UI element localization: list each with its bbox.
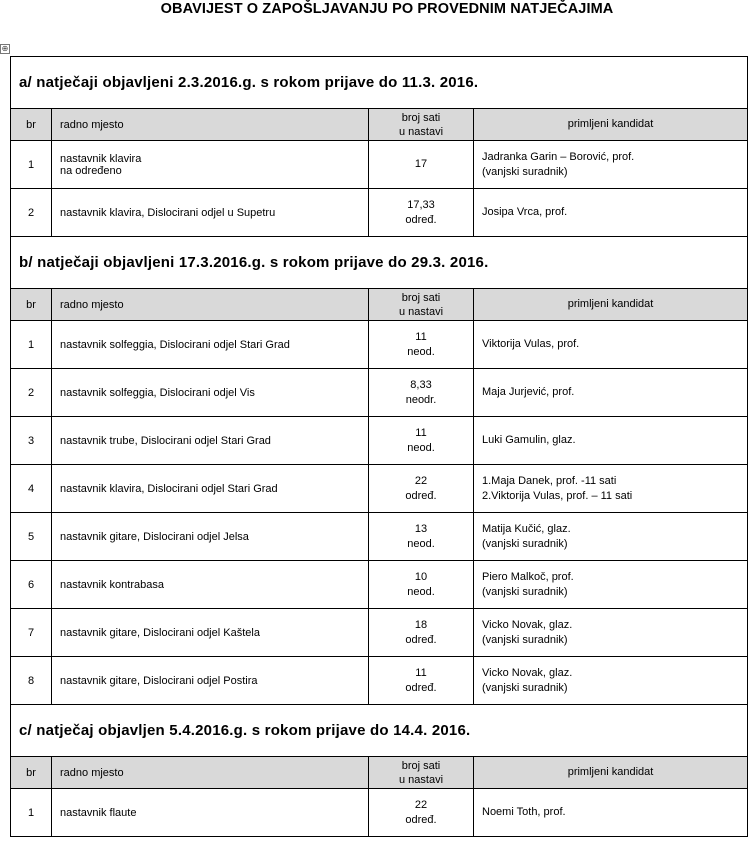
cell-line: nastavnik gitare, Dislocirani odjel Kaštela <box>60 626 260 639</box>
cell-broj-sati <box>369 609 474 657</box>
header-broj-sati <box>369 109 474 141</box>
cell-line: Noemi Toth, prof. <box>482 806 566 818</box>
cell-primljeni-kandidat <box>474 141 748 189</box>
cell-br: 4 <box>11 465 52 513</box>
cell-radno-mjesto <box>52 561 369 609</box>
cell-broj-sati <box>369 789 474 837</box>
section-heading-row <box>11 705 748 757</box>
table-row <box>11 513 748 561</box>
cell-radno-mjesto <box>52 369 369 417</box>
cell-broj-sati <box>369 141 474 189</box>
cell-broj-sati <box>369 417 474 465</box>
column-header-row <box>11 289 748 321</box>
cell-line: nastavnik klavira, Dislocirani odjel Stari Grad <box>60 482 278 495</box>
header-br: br <box>11 289 52 321</box>
header-sati-line2: u nastavi <box>398 773 444 786</box>
cell-primljeni-kandidat <box>474 513 748 561</box>
section-heading-row <box>11 57 748 109</box>
employment-table-body <box>11 57 748 837</box>
cell-line: 8,33 <box>410 378 432 391</box>
section-heading: c/ natječaj objavljen 5.4.2016.g. s rokom prijave do 14.4. 2016. <box>11 705 748 757</box>
cell-br: 1 <box>11 321 52 369</box>
cell-line: nastavnik solfeggia, Dislocirani odjel Stari Grad <box>60 338 290 351</box>
cell-broj-sati <box>369 513 474 561</box>
cell-radno-mjesto <box>52 465 369 513</box>
section-heading: a/ natječaji objavljeni 2.3.2016.g. s rokom prijave do 11.3. 2016. <box>11 57 748 109</box>
table-row <box>11 417 748 465</box>
cell-line: Maja Jurjević, prof. <box>482 386 575 398</box>
cell-primljeni-kandidat <box>474 321 748 369</box>
header-broj-sati <box>369 757 474 789</box>
header-sati-line1: broj sati <box>401 111 441 124</box>
header-primljeni-kandidat: primljeni kandidat <box>474 757 748 789</box>
cell-radno-mjesto <box>52 513 369 561</box>
header-radno-mjesto: radno mjesto <box>52 757 369 789</box>
cell-line: 11 <box>415 666 427 679</box>
header-broj-sati <box>369 289 474 321</box>
section-heading-row <box>11 237 748 289</box>
cell-line: Vicko Novak, glaz. <box>482 666 573 679</box>
cell-line: nastavnik flaute <box>60 806 137 819</box>
table-row <box>11 321 748 369</box>
cell-line: 22 <box>414 798 428 811</box>
header-sati-line2: u nastavi <box>398 125 444 138</box>
cell-line: nastavnik klavira <box>60 152 142 165</box>
cell-line: neod. <box>407 537 435 550</box>
cell-line: nastavnik kontrabasa <box>60 578 164 591</box>
cell-primljeni-kandidat <box>474 189 748 237</box>
cell-broj-sati <box>369 465 474 513</box>
table-row <box>11 465 748 513</box>
cell-line: Viktorija Vulas, prof. <box>482 338 580 350</box>
cell-primljeni-kandidat <box>474 789 748 837</box>
cell-br: 7 <box>11 609 52 657</box>
section-heading: b/ natječaji objavljeni 17.3.2016.g. s rokom prijave do 29.3. 2016. <box>11 237 748 289</box>
cell-line: određ. <box>405 681 437 694</box>
header-radno-mjesto: radno mjesto <box>52 289 369 321</box>
cell-br: 8 <box>11 657 52 705</box>
cell-line: na određeno <box>60 164 122 177</box>
cell-broj-sati <box>369 657 474 705</box>
cell-br: 6 <box>11 561 52 609</box>
cell-line: 2.Viktorija Vulas, prof. – 11 sati <box>482 489 633 502</box>
table-row <box>11 369 748 417</box>
cell-line: Matija Kučić, glaz. <box>482 522 571 535</box>
cell-line: nastavnik klavira, Dislocirani odjel u Supetru <box>60 206 276 219</box>
cell-line: nastavnik gitare, Dislocirani odjel Postira <box>60 674 258 687</box>
document-title: OBAVIJEST O ZAPOŠLJAVANJU PO PROVEDNIM NATJEČAJIMA <box>160 1 614 17</box>
cell-broj-sati <box>369 561 474 609</box>
cell-broj-sati <box>369 321 474 369</box>
cell-br: 1 <box>11 141 52 189</box>
cell-line: (vanjski suradnik) <box>482 585 568 598</box>
cell-radno-mjesto <box>52 189 369 237</box>
cell-line: neodr. <box>405 393 437 406</box>
cell-line: nastavnik solfeggia, Dislocirani odjel Vis <box>60 386 255 399</box>
cell-radno-mjesto <box>52 657 369 705</box>
cell-line: 22 <box>414 474 428 487</box>
header-sati-line1: broj sati <box>401 291 441 304</box>
cell-radno-mjesto <box>52 141 369 189</box>
cell-line: Luki Gamulin, glaz. <box>482 434 576 446</box>
header-sati-line1: broj sati <box>401 759 441 772</box>
cell-radno-mjesto <box>52 321 369 369</box>
cell-primljeni-kandidat <box>474 465 748 513</box>
table-row <box>11 657 748 705</box>
cell-line: 11 <box>415 330 427 343</box>
header-primljeni-kandidat: primljeni kandidat <box>474 109 748 141</box>
cell-line: neod. <box>407 585 435 598</box>
cell-primljeni-kandidat <box>474 561 748 609</box>
table-row <box>11 189 748 237</box>
cell-line: nastavnik gitare, Dislocirani odjel Jelsa <box>60 530 249 543</box>
table-row <box>11 141 748 189</box>
cell-radno-mjesto <box>52 789 369 837</box>
column-header-row <box>11 757 748 789</box>
cell-line: određ. <box>405 213 437 226</box>
cell-line: Piero Malkoč, prof. <box>482 570 574 583</box>
table-row <box>11 609 748 657</box>
table-move-handle-icon[interactable]: ⊕ <box>1 44 9 53</box>
cell-br: 3 <box>11 417 52 465</box>
cell-line: (vanjski suradnik) <box>482 633 568 646</box>
cell-primljeni-kandidat <box>474 369 748 417</box>
cell-br: 1 <box>11 789 52 837</box>
cell-line: određ. <box>405 813 437 826</box>
cell-line: 13 <box>414 522 428 535</box>
cell-line: nastavnik trube, Dislocirani odjel Stari Grad <box>60 434 271 447</box>
cell-line: Vicko Novak, glaz. <box>482 618 573 631</box>
cell-br: 2 <box>11 369 52 417</box>
cell-broj-sati <box>369 369 474 417</box>
cell-line: Jadranka Garin – Borović, prof. <box>482 150 635 163</box>
header-primljeni-kandidat: primljeni kandidat <box>474 289 748 321</box>
cell-primljeni-kandidat <box>474 417 748 465</box>
cell-radno-mjesto <box>52 609 369 657</box>
header-br: br <box>11 109 52 141</box>
cell-broj-sati <box>369 189 474 237</box>
cell-line: određ. <box>405 489 437 502</box>
cell-line: 17,33 <box>407 198 435 211</box>
cell-line: (vanjski suradnik) <box>482 681 568 694</box>
table-row <box>11 561 748 609</box>
cell-br: 5 <box>11 513 52 561</box>
cell-primljeni-kandidat <box>474 609 748 657</box>
cell-line: neod. <box>407 441 435 454</box>
cell-line: 11 <box>415 426 427 439</box>
cell-br: 2 <box>11 189 52 237</box>
cell-line: 10 <box>414 570 428 583</box>
cell-line: (vanjski suradnik) <box>482 165 568 178</box>
header-radno-mjesto: radno mjesto <box>52 109 369 141</box>
cell-primljeni-kandidat <box>474 657 748 705</box>
cell-radno-mjesto <box>52 417 369 465</box>
table-row <box>11 789 748 837</box>
cell-line: Josipa Vrca, prof. <box>482 206 568 218</box>
cell-line: neod. <box>407 345 435 358</box>
cell-line: 17 <box>414 158 428 170</box>
cell-line: 18 <box>414 618 428 631</box>
cell-line: (vanjski suradnik) <box>482 537 568 550</box>
cell-line: 1.Maja Danek, prof. -11 sati <box>482 474 617 487</box>
employment-table <box>10 56 748 837</box>
column-header-row <box>11 109 748 141</box>
header-sati-line2: u nastavi <box>398 305 444 318</box>
header-br: br <box>11 757 52 789</box>
cell-line: određ. <box>405 633 437 646</box>
